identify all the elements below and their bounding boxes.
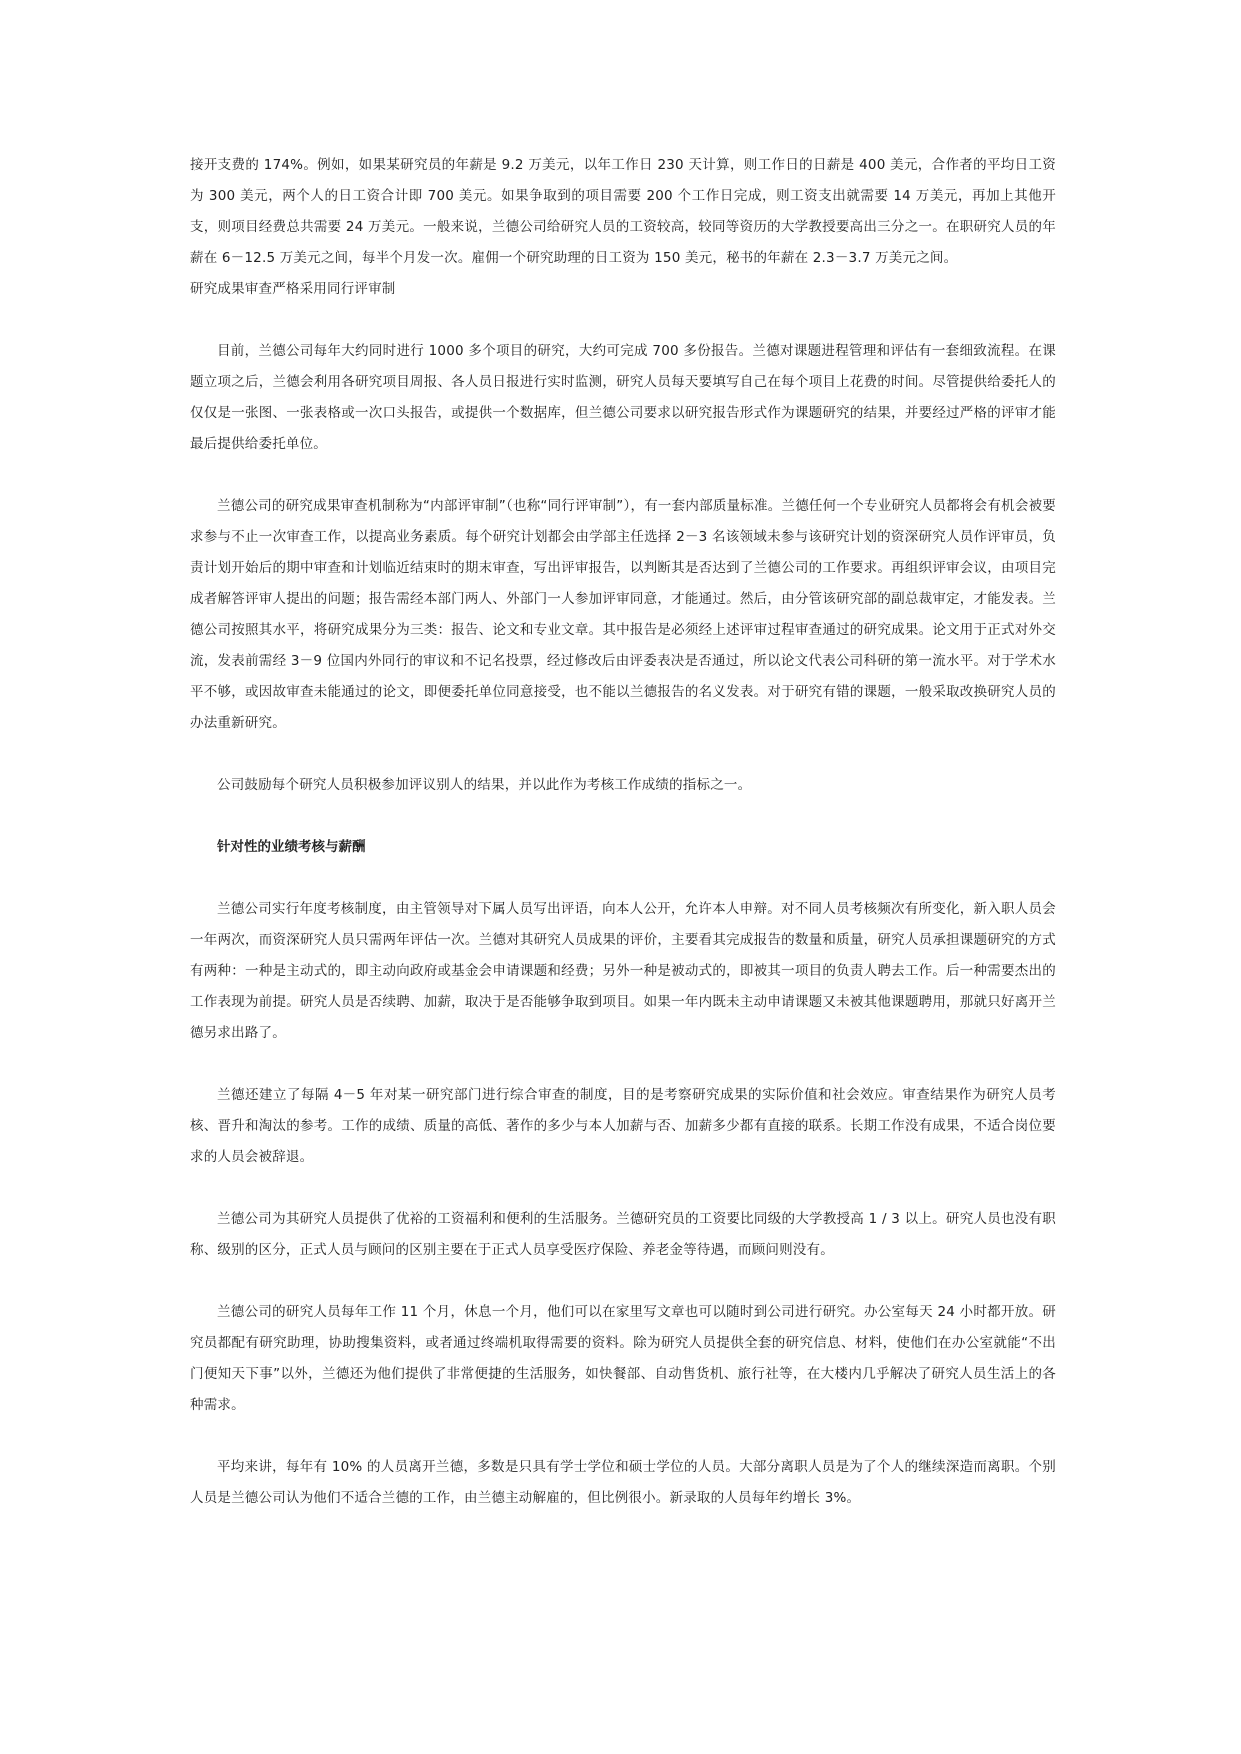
paragraph-welfare: 兰德公司为其研究人员提供了优裕的工资福利和便利的生活服务。兰德研究员的工资要比同级的大学教授高 1 / 3 以上。研究人员也没有职称、级别的区分，正式人员与顾问的区别主要在于正式人员享受医疗保险、养老金等待遇，而顾问则没有。 — [190, 1211, 1056, 1258]
paragraph-gap — [190, 305, 1056, 336]
paragraph-salary-costs: 接开支费的 174%。例如，如果某研究员的年薪是 9.2 万美元，以年工作日 230 天计算，则工作日的日薪是 400 美元，合作者的平均日工资为 300 美元，两个人的日工资合计即 700 美元。如果争取到的项目需要 200 个工作日完成，则工资支出就需要 14 万美元，再加上其他开支，则项目经费总共需要 24 万美元。一般来说，兰德公司给研究人员的工资较高，较同等资历的大学教授要高出三分之一。在职研究人员的年薪在 6－12.5 万美元之间，每半个月发一次。雇佣一个研究助理的日工资为 150 美元，秘书的年薪在 2.3－3.7 万美元之间。 — [190, 157, 1056, 266]
paragraph-gap — [190, 1173, 1056, 1204]
paragraph-gap — [190, 1421, 1056, 1452]
paragraph-gap — [190, 460, 1056, 491]
section-heading: 针对性的业绩考核与薪酬 — [217, 839, 366, 855]
paragraph-encourage-review: 公司鼓励每个研究人员积极参加评议别人的结果，并以此作为考核工作成绩的指标之一。 — [217, 777, 752, 793]
paragraph-turnover: 平均来讲，每年有 10% 的人员离开兰德，多数是只具有学士学位和硕士学位的人员。大部分离职人员是为了个人的继续深造而离职。个别人员是兰德公司认为他们不适合兰德的工作，由兰德主动解雇的，但比例很小。新录取的人员每年约增长 3%。 — [190, 1459, 1056, 1506]
paragraph-work-schedule: 兰德公司的研究人员每年工作 11 个月，休息一个月，他们可以在家里写文章也可以随时到公司进行研究。办公室每天 24 小时都开放。研究员都配有研究助理，协助搜集资料，或者通过终端机取得需要的资料。除为研究人员提供全套的研究信息、材料，使他们在办公室就能“不出门便知天下事”以外，兰德还为他们提供了非常便捷的生活服务，如快餐部、自动售货机、旅行社等，在大楼内几乎解决了研究人员生活上的各种需求。 — [190, 1304, 1056, 1413]
paragraph-department-review: 兰德还建立了每隔 4－5 年对某一研究部门进行综合审查的制度，目的是考察研究成果的实际价值和社会效应。审查结果作为研究人员考核、晋升和淘汰的参考。工作的成绩、质量的高低、著作的多少与本人加薪与否、加薪多少都有直接的联系。长期工作没有成果，不适合岗位要求的人员会被辞退。 — [190, 1087, 1056, 1165]
paragraph-gap — [190, 1266, 1056, 1297]
paragraph-internal-review: 兰德公司的研究成果审查机制称为“内部评审制”（也称“同行评审制”），有一套内部质量标准。兰德任何一个专业研究人员都将会有机会被要求参与不止一次审查工作，以提高业务素质。每个研究计划都会由学部主任选择 2－3 名该领域未参与该研究计划的资深研究人员作评审员，负责计划开始后的期中审查和计划临近结束时的期末审查，写出评审报告，以判断其是否达到了兰德公司的工作要求。再组织评审会议，由项目完成者解答评审人提出的问题；报告需经本部门两人、外部门一人参加评审同意，才能通过。然后，由分管该研究部的副总裁审定，才能发表。兰德公司按照其水平，将研究成果分为三类：报告、论文和专业文章。其中报告是必须经上述评审过程审查通过的研究成果。论文用于正式对外交流，发表前需经 3－9 位国内外同行的审议和不记名投票，经过修改后由评委表决是否通过，所以论文代表公司科研的第一流水平。对于学术水平不够，或因故审查未能通过的论文，即便委托单位同意接受，也不能以兰德报告的名义发表。对于研究有错的课题，一般采取改换研究人员的办法重新研究。 — [190, 498, 1056, 731]
paragraph-project-management: 目前，兰德公司每年大约同时进行 1000 多个项目的研究，大约可完成 700 多份报告。兰德对课题进程管理和评估有一套细致流程。在课题立项之后，兰德会利用各研究项目周报、各人员日报进行实时监测，研究人员每天要填写自己在每个项目上花费的时间。尽管提供给委托人的仅仅是一张图、一张表格或一次口头报告，或提供一个数据库，但兰德公司要求以研究报告形式作为课题研究的结果，并要经过严格的评审才能最后提供给委托单位。 — [190, 343, 1056, 452]
paragraph-gap — [190, 863, 1056, 894]
document-page — [190, 150, 1056, 1514]
paragraph-peer-review-intro: 研究成果审查严格采用同行评审制 — [190, 281, 396, 297]
paragraph-annual-assessment: 兰德公司实行年度考核制度，由主管领导对下属人员写出评语，向本人公开，允许本人申辩。对不同人员考核频次有所变化，新入职人员会一年两次，而资深研究人员只需两年评估一次。兰德对其研究人员成果的评价，主要看其完成报告的数量和质量，研究人员承担课题研究的方式有两种：一种是主动式的，即主动向政府或基金会申请课题和经费；另外一种是被动式的，即被其一项目的负责人聘去工作。后一种需要杰出的工作表现为前提。研究人员是否续聘、加薪，取决于是否能够争取到项目。如果一年内既未主动申请课题又未被其他课题聘用，那就只好离开兰德另求出路了。 — [190, 901, 1056, 1041]
paragraph-gap — [190, 801, 1056, 832]
paragraph-gap — [190, 739, 1056, 770]
paragraph-gap — [190, 1049, 1056, 1080]
